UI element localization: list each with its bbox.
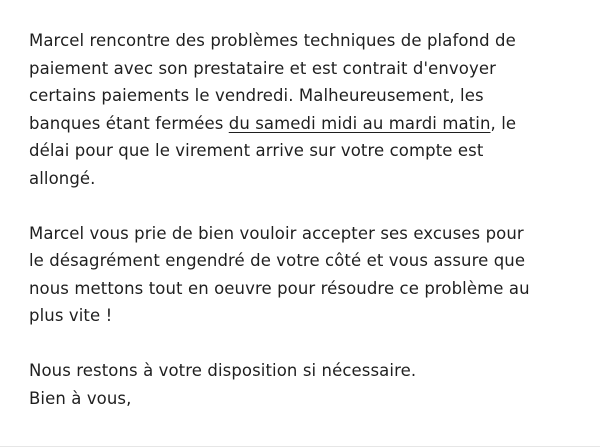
text-line: Marcel rencontre des problèmes techniques de plafond de: [29, 31, 516, 50]
text-line-with-link: [29, 110, 580, 138]
text-line: plus vite !: [29, 306, 113, 325]
paragraph-apology: [29, 220, 580, 330]
text-line: le désagrément engendré de votre côté et vous assure que: [29, 251, 526, 270]
paragraph-technical-issues: [29, 27, 580, 192]
text-segment: banques étant fermées: [29, 113, 229, 133]
text-segment: , le: [490, 113, 517, 133]
text-line: certains paiements le vendredi. Malheureusement, les: [29, 86, 484, 105]
text-line: Nous restons à votre disposition si nécessaire.: [29, 361, 417, 380]
text-line: nous mettons tout en oeuvre pour résoudre ce problème au: [29, 278, 530, 298]
paragraph-closing: [29, 357, 580, 412]
text-line: paiement avec son prestataire et est contrait d'envoyer: [29, 58, 496, 78]
text-line: Marcel vous prie de bien vouloir accepter ses excuses pour: [29, 223, 524, 243]
text-line: délai pour que le virement arrive sur votre compte est: [29, 141, 484, 160]
text-line: allongé.: [29, 168, 96, 188]
sign-off: Bien à vous,: [29, 388, 132, 408]
detected-date-link[interactable]: du samedi midi au mardi matin: [228, 113, 491, 133]
